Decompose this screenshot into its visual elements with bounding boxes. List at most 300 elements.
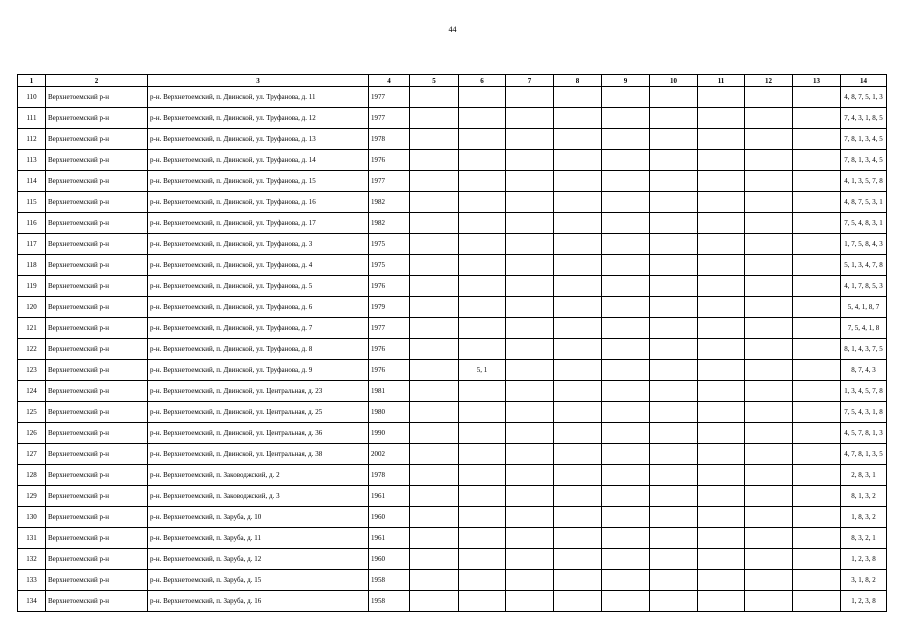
column-8-cell bbox=[554, 444, 602, 465]
column-6-cell bbox=[459, 171, 506, 192]
column-5-cell bbox=[410, 108, 459, 129]
column-5-cell bbox=[410, 444, 459, 465]
column-14-cell: 7, 4, 3, 1, 8, 5 bbox=[841, 108, 887, 129]
column-5-cell bbox=[410, 486, 459, 507]
column-8-cell bbox=[554, 507, 602, 528]
address-cell: р-н. Верхнетоемский, п. Двинской, ул. Труфанова, д. 15 bbox=[148, 171, 369, 192]
row-number-cell: 128 bbox=[18, 465, 46, 486]
address-cell: р-н. Верхнетоемский, п. Двинской, ул. Труфанова, д. 13 bbox=[148, 129, 369, 150]
table-row bbox=[18, 192, 887, 213]
column-6-cell: 5, 1 bbox=[459, 360, 506, 381]
column-7-cell bbox=[506, 276, 554, 297]
column-13-cell bbox=[793, 360, 841, 381]
column-14-cell: 8, 1, 3, 2 bbox=[841, 486, 887, 507]
year-cell: 1976 bbox=[369, 150, 410, 171]
column-header-3: 3 bbox=[148, 75, 369, 87]
column-6-cell bbox=[459, 444, 506, 465]
column-9-cell bbox=[602, 591, 650, 612]
column-11-cell bbox=[698, 213, 745, 234]
column-10-cell bbox=[650, 549, 698, 570]
district-cell: Верхнетоемский р-н bbox=[46, 528, 148, 549]
column-5-cell bbox=[410, 192, 459, 213]
address-cell: р-н. Верхнетоемский, п. Двинской, ул. Центральная, д. 36 bbox=[148, 423, 369, 444]
row-number-cell: 129 bbox=[18, 486, 46, 507]
column-11-cell bbox=[698, 87, 745, 108]
row-number-cell: 124 bbox=[18, 381, 46, 402]
page-number: 44 bbox=[448, 25, 457, 34]
column-5-cell bbox=[410, 297, 459, 318]
column-9-cell bbox=[602, 381, 650, 402]
column-9-cell bbox=[602, 150, 650, 171]
column-5-cell bbox=[410, 591, 459, 612]
table-row bbox=[18, 171, 887, 192]
column-12-cell bbox=[745, 549, 793, 570]
column-7-cell bbox=[506, 108, 554, 129]
year-cell: 1977 bbox=[369, 318, 410, 339]
column-6-cell bbox=[459, 486, 506, 507]
column-5-cell bbox=[410, 87, 459, 108]
column-8-cell bbox=[554, 171, 602, 192]
column-8-cell bbox=[554, 87, 602, 108]
column-7-cell bbox=[506, 255, 554, 276]
column-14-cell: 5, 1, 3, 4, 7, 8 bbox=[841, 255, 887, 276]
column-13-cell bbox=[793, 339, 841, 360]
table-row bbox=[18, 381, 887, 402]
column-13-cell bbox=[793, 297, 841, 318]
column-9-cell bbox=[602, 129, 650, 150]
column-6-cell bbox=[459, 591, 506, 612]
column-9-cell bbox=[602, 402, 650, 423]
column-9-cell bbox=[602, 423, 650, 444]
address-cell: р-н. Верхнетоемский, п. Двинской, ул. Труфанова, д. 9 bbox=[148, 360, 369, 381]
column-14-cell: 8, 3, 2, 1 bbox=[841, 528, 887, 549]
column-7-cell bbox=[506, 591, 554, 612]
column-13-cell bbox=[793, 444, 841, 465]
column-header-6: 6 bbox=[459, 75, 506, 87]
column-10-cell bbox=[650, 507, 698, 528]
column-9-cell bbox=[602, 171, 650, 192]
district-cell: Верхнетоемский р-н bbox=[46, 255, 148, 276]
column-10-cell bbox=[650, 150, 698, 171]
column-10-cell bbox=[650, 276, 698, 297]
column-7-cell bbox=[506, 528, 554, 549]
table-row bbox=[18, 150, 887, 171]
district-cell: Верхнетоемский р-н bbox=[46, 591, 148, 612]
table-row bbox=[18, 339, 887, 360]
column-11-cell bbox=[698, 150, 745, 171]
column-10-cell bbox=[650, 129, 698, 150]
column-12-cell bbox=[745, 87, 793, 108]
column-11-cell bbox=[698, 234, 745, 255]
column-14-cell: 4, 7, 8, 1, 3, 5 bbox=[841, 444, 887, 465]
row-number-cell: 125 bbox=[18, 402, 46, 423]
table-row bbox=[18, 318, 887, 339]
column-13-cell bbox=[793, 213, 841, 234]
column-12-cell bbox=[745, 486, 793, 507]
column-8-cell bbox=[554, 234, 602, 255]
address-cell: р-н. Верхнетоемский, п. Двинской, ул. Труфанова, д. 8 bbox=[148, 339, 369, 360]
row-number-cell: 116 bbox=[18, 213, 46, 234]
column-header-1: 1 bbox=[18, 75, 46, 87]
column-12-cell bbox=[745, 591, 793, 612]
column-10-cell bbox=[650, 297, 698, 318]
column-12-cell bbox=[745, 423, 793, 444]
column-9-cell bbox=[602, 213, 650, 234]
column-10-cell bbox=[650, 192, 698, 213]
column-13-cell bbox=[793, 108, 841, 129]
column-12-cell bbox=[745, 171, 793, 192]
column-7-cell bbox=[506, 444, 554, 465]
column-14-cell: 4, 5, 7, 8, 1, 3 bbox=[841, 423, 887, 444]
column-11-cell bbox=[698, 318, 745, 339]
column-13-cell bbox=[793, 486, 841, 507]
column-13-cell bbox=[793, 423, 841, 444]
column-6-cell bbox=[459, 255, 506, 276]
column-12-cell bbox=[745, 255, 793, 276]
column-11-cell bbox=[698, 381, 745, 402]
column-10-cell bbox=[650, 423, 698, 444]
column-8-cell bbox=[554, 381, 602, 402]
row-number-cell: 131 bbox=[18, 528, 46, 549]
column-6-cell bbox=[459, 570, 506, 591]
column-13-cell bbox=[793, 87, 841, 108]
column-header-14: 14 bbox=[841, 75, 887, 87]
address-cell: р-н. Верхнетоемский, п. Двинской, ул. Труфанова, д. 4 bbox=[148, 255, 369, 276]
table-row bbox=[18, 129, 887, 150]
row-number-cell: 127 bbox=[18, 444, 46, 465]
column-11-cell bbox=[698, 402, 745, 423]
column-12-cell bbox=[745, 234, 793, 255]
address-cell: р-н. Верхнетоемский, п. Заруба, д. 15 bbox=[148, 570, 369, 591]
column-10-cell bbox=[650, 486, 698, 507]
column-6-cell bbox=[459, 507, 506, 528]
column-8-cell bbox=[554, 591, 602, 612]
column-12-cell bbox=[745, 360, 793, 381]
column-8-cell bbox=[554, 423, 602, 444]
year-cell: 1977 bbox=[369, 87, 410, 108]
column-5-cell bbox=[410, 423, 459, 444]
district-cell: Верхнетоемский р-н bbox=[46, 150, 148, 171]
column-9-cell bbox=[602, 192, 650, 213]
column-header-7: 7 bbox=[506, 75, 554, 87]
column-8-cell bbox=[554, 570, 602, 591]
address-cell: р-н. Верхнетоемский, п. Двинской, ул. Труфанова, д. 14 bbox=[148, 150, 369, 171]
district-cell: Верхнетоемский р-н bbox=[46, 192, 148, 213]
district-cell: Верхнетоемский р-н bbox=[46, 129, 148, 150]
column-6-cell bbox=[459, 381, 506, 402]
column-9-cell bbox=[602, 234, 650, 255]
column-header-13: 13 bbox=[793, 75, 841, 87]
column-5-cell bbox=[410, 276, 459, 297]
column-12-cell bbox=[745, 297, 793, 318]
address-cell: р-н. Верхнетоемский, п. Заруба, д. 10 bbox=[148, 507, 369, 528]
registry-table bbox=[17, 74, 887, 612]
column-8-cell bbox=[554, 360, 602, 381]
year-cell: 1961 bbox=[369, 486, 410, 507]
table-row bbox=[18, 87, 887, 108]
column-14-cell: 7, 5, 4, 8, 3, 1 bbox=[841, 213, 887, 234]
column-7-cell bbox=[506, 213, 554, 234]
address-cell: р-н. Верхнетоемский, п. Двинской, ул. Труфанова, д. 16 bbox=[148, 192, 369, 213]
column-11-cell bbox=[698, 276, 745, 297]
address-cell: р-н. Верхнетоемский, п. Двинской, ул. Труфанова, д. 6 bbox=[148, 297, 369, 318]
row-number-cell: 123 bbox=[18, 360, 46, 381]
column-8-cell bbox=[554, 192, 602, 213]
column-9-cell bbox=[602, 318, 650, 339]
column-8-cell bbox=[554, 255, 602, 276]
column-7-cell bbox=[506, 87, 554, 108]
column-14-cell: 8, 7, 4, 3 bbox=[841, 360, 887, 381]
column-14-cell: 2, 8, 3, 1 bbox=[841, 465, 887, 486]
column-5-cell bbox=[410, 528, 459, 549]
column-6-cell bbox=[459, 528, 506, 549]
column-13-cell bbox=[793, 402, 841, 423]
year-cell: 1977 bbox=[369, 171, 410, 192]
column-14-cell: 1, 7, 5, 8, 4, 3 bbox=[841, 234, 887, 255]
district-cell: Верхнетоемский р-н bbox=[46, 423, 148, 444]
row-number-cell: 118 bbox=[18, 255, 46, 276]
column-7-cell bbox=[506, 570, 554, 591]
column-11-cell bbox=[698, 591, 745, 612]
row-number-cell: 126 bbox=[18, 423, 46, 444]
column-11-cell bbox=[698, 465, 745, 486]
column-7-cell bbox=[506, 486, 554, 507]
column-7-cell bbox=[506, 171, 554, 192]
address-cell: р-н. Верхнетоемский, п. Двинской, ул. Труфанова, д. 3 bbox=[148, 234, 369, 255]
column-12-cell bbox=[745, 192, 793, 213]
column-header-8: 8 bbox=[554, 75, 602, 87]
year-cell: 1975 bbox=[369, 234, 410, 255]
column-5-cell bbox=[410, 234, 459, 255]
column-5-cell bbox=[410, 507, 459, 528]
column-13-cell bbox=[793, 507, 841, 528]
column-5-cell bbox=[410, 255, 459, 276]
year-cell: 1976 bbox=[369, 276, 410, 297]
address-cell: р-н. Верхнетоемский, п. Заруба, д. 11 bbox=[148, 528, 369, 549]
column-header-9: 9 bbox=[602, 75, 650, 87]
column-14-cell: 7, 8, 1, 3, 4, 5 bbox=[841, 129, 887, 150]
column-8-cell bbox=[554, 339, 602, 360]
district-cell: Верхнетоемский р-н bbox=[46, 108, 148, 129]
column-12-cell bbox=[745, 381, 793, 402]
year-cell: 1982 bbox=[369, 192, 410, 213]
district-cell: Верхнетоемский р-н bbox=[46, 570, 148, 591]
column-11-cell bbox=[698, 255, 745, 276]
column-9-cell bbox=[602, 108, 650, 129]
column-7-cell bbox=[506, 360, 554, 381]
address-cell: р-н. Верхнетоемский, п. Двинской, ул. Центральная, д. 23 bbox=[148, 381, 369, 402]
column-11-cell bbox=[698, 192, 745, 213]
column-13-cell bbox=[793, 549, 841, 570]
column-5-cell bbox=[410, 570, 459, 591]
row-number-cell: 117 bbox=[18, 234, 46, 255]
table-row bbox=[18, 360, 887, 381]
row-number-cell: 114 bbox=[18, 171, 46, 192]
year-cell: 1958 bbox=[369, 591, 410, 612]
column-8-cell bbox=[554, 549, 602, 570]
column-12-cell bbox=[745, 528, 793, 549]
district-cell: Верхнетоемский р-н bbox=[46, 213, 148, 234]
column-10-cell bbox=[650, 87, 698, 108]
column-8-cell bbox=[554, 402, 602, 423]
row-number-cell: 119 bbox=[18, 276, 46, 297]
row-number-cell: 132 bbox=[18, 549, 46, 570]
row-number-cell: 121 bbox=[18, 318, 46, 339]
column-13-cell bbox=[793, 591, 841, 612]
column-14-cell: 7, 5, 4, 1, 8 bbox=[841, 318, 887, 339]
column-6-cell bbox=[459, 87, 506, 108]
column-9-cell bbox=[602, 444, 650, 465]
district-cell: Верхнетоемский р-н bbox=[46, 465, 148, 486]
table-row bbox=[18, 486, 887, 507]
column-9-cell bbox=[602, 528, 650, 549]
column-11-cell bbox=[698, 423, 745, 444]
column-5-cell bbox=[410, 465, 459, 486]
column-12-cell bbox=[745, 507, 793, 528]
year-cell: 1961 bbox=[369, 528, 410, 549]
column-7-cell bbox=[506, 549, 554, 570]
column-9-cell bbox=[602, 360, 650, 381]
column-5-cell bbox=[410, 549, 459, 570]
column-6-cell bbox=[459, 402, 506, 423]
column-7-cell bbox=[506, 150, 554, 171]
column-13-cell bbox=[793, 150, 841, 171]
year-cell: 1979 bbox=[369, 297, 410, 318]
column-5-cell bbox=[410, 360, 459, 381]
column-5-cell bbox=[410, 171, 459, 192]
column-header-4: 4 bbox=[369, 75, 410, 87]
column-14-cell: 4, 8, 7, 5, 1, 3 bbox=[841, 87, 887, 108]
column-11-cell bbox=[698, 339, 745, 360]
year-cell: 1958 bbox=[369, 570, 410, 591]
row-number-cell: 111 bbox=[18, 108, 46, 129]
column-12-cell bbox=[745, 150, 793, 171]
column-11-cell bbox=[698, 549, 745, 570]
district-cell: Верхнетоемский р-н bbox=[46, 381, 148, 402]
column-7-cell bbox=[506, 507, 554, 528]
column-13-cell bbox=[793, 318, 841, 339]
column-10-cell bbox=[650, 444, 698, 465]
column-7-cell bbox=[506, 297, 554, 318]
column-6-cell bbox=[459, 234, 506, 255]
address-cell: р-н. Верхнетоемский, п. Двинской, ул. Труфанова, д. 11 bbox=[148, 87, 369, 108]
column-6-cell bbox=[459, 297, 506, 318]
column-10-cell bbox=[650, 402, 698, 423]
district-cell: Верхнетоемский р-н bbox=[46, 339, 148, 360]
table-row bbox=[18, 444, 887, 465]
header-row bbox=[18, 75, 887, 87]
row-number-cell: 112 bbox=[18, 129, 46, 150]
year-cell: 1960 bbox=[369, 507, 410, 528]
year-cell: 1980 bbox=[369, 402, 410, 423]
column-12-cell bbox=[745, 276, 793, 297]
column-13-cell bbox=[793, 255, 841, 276]
column-12-cell bbox=[745, 465, 793, 486]
column-header-11: 11 bbox=[698, 75, 745, 87]
district-cell: Верхнетоемский р-н bbox=[46, 507, 148, 528]
row-number-cell: 120 bbox=[18, 297, 46, 318]
column-5-cell bbox=[410, 318, 459, 339]
year-cell: 1976 bbox=[369, 360, 410, 381]
column-10-cell bbox=[650, 234, 698, 255]
column-9-cell bbox=[602, 549, 650, 570]
column-12-cell bbox=[745, 213, 793, 234]
table-row bbox=[18, 297, 887, 318]
column-9-cell bbox=[602, 507, 650, 528]
column-13-cell bbox=[793, 381, 841, 402]
column-8-cell bbox=[554, 297, 602, 318]
year-cell: 2002 bbox=[369, 444, 410, 465]
column-11-cell bbox=[698, 129, 745, 150]
column-13-cell bbox=[793, 234, 841, 255]
column-7-cell bbox=[506, 339, 554, 360]
row-number-cell: 134 bbox=[18, 591, 46, 612]
row-number-cell: 133 bbox=[18, 570, 46, 591]
year-cell: 1976 bbox=[369, 339, 410, 360]
column-8-cell bbox=[554, 150, 602, 171]
table-body bbox=[18, 87, 887, 612]
column-6-cell bbox=[459, 423, 506, 444]
column-10-cell bbox=[650, 360, 698, 381]
row-number-cell: 115 bbox=[18, 192, 46, 213]
row-number-cell: 110 bbox=[18, 87, 46, 108]
column-6-cell bbox=[459, 549, 506, 570]
table-row bbox=[18, 276, 887, 297]
column-8-cell bbox=[554, 318, 602, 339]
column-6-cell bbox=[459, 339, 506, 360]
column-14-cell: 1, 2, 3, 8 bbox=[841, 591, 887, 612]
column-12-cell bbox=[745, 129, 793, 150]
table-row bbox=[18, 591, 887, 612]
column-13-cell bbox=[793, 192, 841, 213]
column-header-2: 2 bbox=[46, 75, 148, 87]
column-10-cell bbox=[650, 213, 698, 234]
column-11-cell bbox=[698, 528, 745, 549]
column-9-cell bbox=[602, 87, 650, 108]
column-14-cell: 7, 8, 1, 3, 4, 5 bbox=[841, 150, 887, 171]
row-number-cell: 130 bbox=[18, 507, 46, 528]
address-cell: р-н. Верхнетоемский, п. Заруба, д. 12 bbox=[148, 549, 369, 570]
column-11-cell bbox=[698, 444, 745, 465]
column-13-cell bbox=[793, 570, 841, 591]
column-9-cell bbox=[602, 276, 650, 297]
row-number-cell: 122 bbox=[18, 339, 46, 360]
column-10-cell bbox=[650, 339, 698, 360]
column-6-cell bbox=[459, 213, 506, 234]
column-6-cell bbox=[459, 192, 506, 213]
table-row bbox=[18, 549, 887, 570]
row-number-cell: 113 bbox=[18, 150, 46, 171]
column-10-cell bbox=[650, 591, 698, 612]
column-8-cell bbox=[554, 486, 602, 507]
address-cell: р-н. Верхнетоемский, п. Двинской, ул. Труфанова, д. 7 bbox=[148, 318, 369, 339]
column-10-cell bbox=[650, 381, 698, 402]
table-row bbox=[18, 465, 887, 486]
column-7-cell bbox=[506, 381, 554, 402]
column-8-cell bbox=[554, 129, 602, 150]
column-10-cell bbox=[650, 108, 698, 129]
column-10-cell bbox=[650, 465, 698, 486]
column-12-cell bbox=[745, 339, 793, 360]
column-6-cell bbox=[459, 318, 506, 339]
column-11-cell bbox=[698, 360, 745, 381]
column-14-cell: 4, 1, 7, 8, 5, 3 bbox=[841, 276, 887, 297]
table-row bbox=[18, 402, 887, 423]
column-7-cell bbox=[506, 423, 554, 444]
table-row bbox=[18, 213, 887, 234]
district-cell: Верхнетоемский р-н bbox=[46, 87, 148, 108]
column-7-cell bbox=[506, 234, 554, 255]
